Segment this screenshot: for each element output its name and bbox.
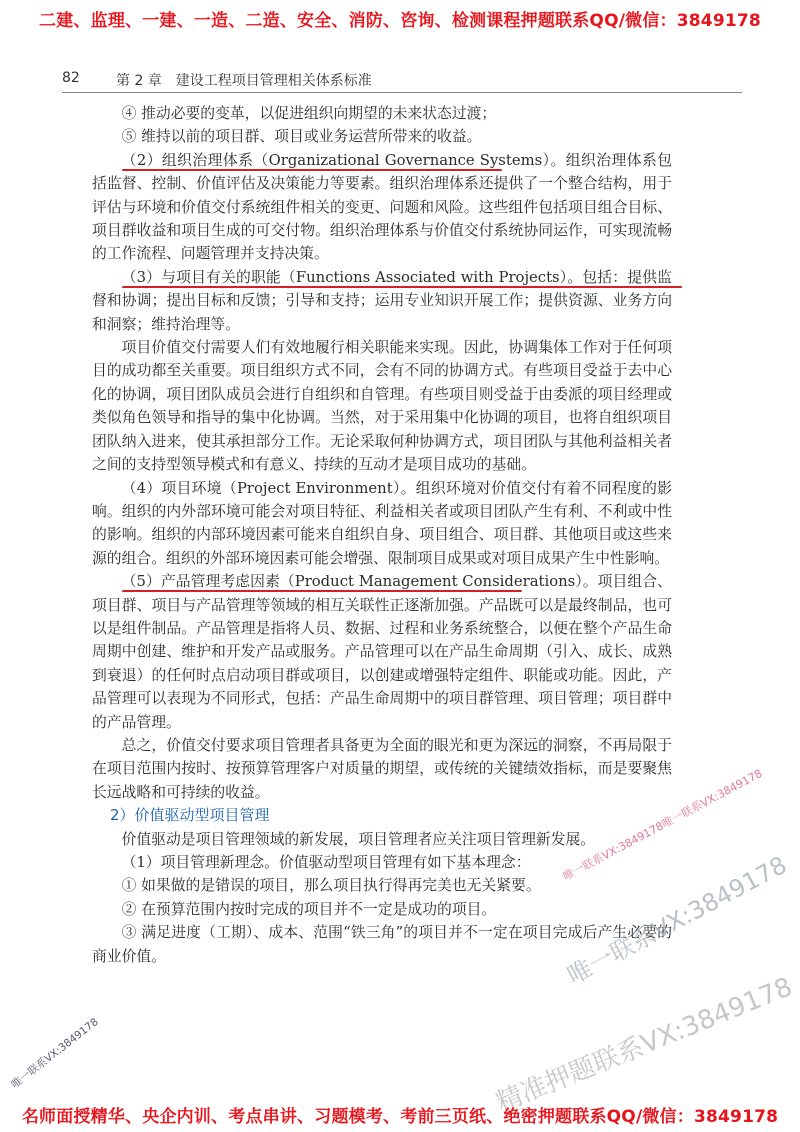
- page-number: 82: [62, 70, 80, 86]
- term-heading: （5）产品管理考虑因素（Product Management Considerations）。: [121, 573, 598, 591]
- bottom-ad-banner: 名师面授精华、央企内训、考点串讲、习题模考、考前三页纸、绝密押题联系QQ/微信：3849178: [21, 1107, 779, 1127]
- term-heading: （3）与项目有关的职能（Functions Associated with Projects）。: [122, 269, 583, 286]
- red-underline: [122, 169, 502, 171]
- paragraph: ① 如果做的是错误的项目，那么项目执行得再完美也无关紧要。: [121, 877, 541, 895]
- paragraph: 总之，价值交付要求项目管理者具备更为全面的眼光和更为深远的洞察，不再局限于在项目范围内按时、按预算管理客户对质量的期望，或传统的关键绩效指标，而是要聚焦长远战略和可持续的收益。: [92, 736, 672, 801]
- page-header: [62, 70, 742, 94]
- paragraph: （4）项目环境（Project Environment）。组织环境对价值交付有着不同程度的影响。组织的内外部环境可能会对项目特征、利益相关者或项目团队产生有利、不利或中性的影响。组织的内部环境因素可能来自组织自身、项目组合、项目群、其他项目或这些来源的组合。组织的外部环境因素可能会增强、限制项目成果或对项目成果产生中性影响。: [92, 479, 672, 567]
- paragraph: ② 在预算范围内按时完成的项目并不一定是成功的项目。: [121, 900, 497, 918]
- watermark: 唯一联系VX:3849178唯一联系VX:3849178: [560, 766, 765, 884]
- paragraph: 价值驱动是项目管理领域的新发展，项目管理者应关注项目管理新发展。: [121, 830, 596, 848]
- term-heading: （4）项目环境（Project Environment）。: [121, 479, 416, 497]
- term-heading: （2）组织治理体系（Organizational Governance Systems）。: [121, 151, 566, 169]
- paragraph: ③ 满足进度（工期）、成本、范围“铁三角”的项目并不一定在项目完成后产生必要的商业价值。: [92, 924, 672, 965]
- watermark: 精准押题联系VX:3849178: [492, 972, 797, 1119]
- section-subheading: 2）价值驱动型项目管理: [110, 806, 270, 825]
- paragraph: ④ 推动必要的变革，以促进组织向期望的未来状态过渡；: [121, 105, 497, 122]
- paragraph: （5）产品管理考虑因素（Product Management Considerations）。 项目组合、项目群、项目与产品管理等领域的相互关联性正逐渐加强。产品既可以是最终制品，也可以是组件制品。产品管理是指将人员、数据、过程和业务系统整合，以便在整个产品生命周期中创建、维护和开发产品或服务。产品管理可以在产品生命周期（引入、成长、成熟到衰退）的任何时点启动项目群或项目，以创建或增强特定组件、职能或功能。因此，产品管理可以表现为不同形式，包括：产品生命周期中的项目群管理、项目管理；项目群中的产品管理。: [92, 573, 672, 731]
- red-underline: [122, 286, 682, 288]
- paragraph: （2）组织治理体系（Organizational Governance Systems）。 组织治理体系包括监督、控制、价值评估及决策能力等要素。组织治理体系还提供了一个整合结构，用于评估与环境和价值交付系统组件相关的变更、问题和风险。这些组件包括项目组合目标、项目群收益和项目生成的可交付物。组织治理体系与价值交付系统协同运作，可实现流畅的工作流程、问题管理并支持决策。: [92, 151, 672, 263]
- paragraph: ⑤ 维持以前的项目群、项目或业务运营所带来的收益。: [121, 128, 482, 146]
- header-rule: [62, 92, 742, 93]
- paragraph: （1）项目管理新理念。价值驱动型项目管理有如下基本理念：: [121, 854, 531, 871]
- red-underline: [122, 590, 522, 592]
- watermark: 唯一联系VX:3849178: [9, 1015, 101, 1092]
- page-body: [92, 102, 672, 968]
- top-ad-banner: 二建、监理、一建、一造、二造、安全、消防、咨询、检测课程押题联系QQ/微信：3849178: [39, 11, 761, 31]
- watermark: 唯一联系VX:3849178: [562, 850, 792, 991]
- paragraph: （3）与项目有关的职能（Functions Associated with Projects）。 包括：提供监督和协调；提出目标和反馈；引导和支持；运用专业知识开展工作；提供资源、业务方向和洞察；维持治理等。: [92, 266, 672, 336]
- paragraph: 项目价值交付需要人们有效地履行相关职能来实现。因此，协调集体工作对于任何项目的成功都至关重要。项目组织方式不同，会有不同的协调方式。有些项目受益于去中心化的协调，项目团队成员会进行自组织和自管理。有些项目则受益于由委派的项目经理或类似角色领导和指导的集中化协调。当然，对于采用集中化协调的项目，也将自组织项目团队纳入进来，使其承担部分工作。无论采取何种协调方式，项目团队与其他利益相关者之间的支持型领导模式和有意义、持续的互动才是项目成功的基础。: [92, 339, 672, 474]
- chapter-title: 第 2 章 建设工程项目管理相关体系标准: [116, 73, 372, 89]
